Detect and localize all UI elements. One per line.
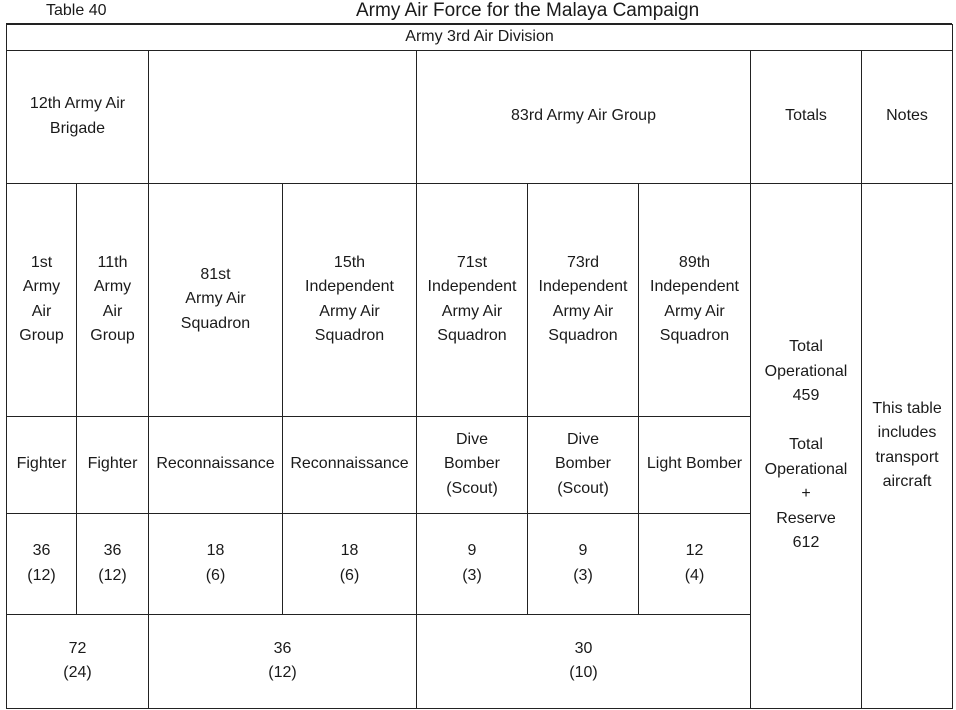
unit-name: 89th Independent Army Air Squadron bbox=[639, 183, 751, 416]
air-force-table bbox=[6, 24, 953, 709]
unit-strength: 36 (12) bbox=[7, 513, 77, 614]
unit-name: 81st Army Air Squadron bbox=[149, 183, 283, 416]
unit-role: Fighter bbox=[77, 416, 149, 513]
unit-strength: 18 (6) bbox=[149, 513, 283, 614]
unit-name: 11th Army Air Group bbox=[77, 183, 149, 416]
notes-header: Notes bbox=[862, 50, 953, 183]
empty-header bbox=[149, 50, 417, 183]
unit-strength: 18 (6) bbox=[283, 513, 417, 614]
unit-name: 1st Army Air Group bbox=[7, 183, 77, 416]
page-title: Army Air Force for the Malaya Campaign bbox=[356, 0, 700, 21]
unit-role: Fighter bbox=[7, 416, 77, 513]
brigade-subtotal: 72 (24) bbox=[7, 614, 149, 708]
group-83-header: 83rd Army Air Group bbox=[417, 50, 751, 183]
unit-role: Dive Bomber (Scout) bbox=[417, 416, 528, 513]
unit-role: Dive Bomber (Scout) bbox=[528, 416, 639, 513]
notes-cell: This table includes transport aircraft bbox=[862, 183, 953, 708]
division-header: Army 3rd Air Division bbox=[7, 25, 953, 51]
unit-strength: 9 (3) bbox=[417, 513, 528, 614]
unit-role: Light Bomber bbox=[639, 416, 751, 513]
unit-role: Reconnaissance bbox=[283, 416, 417, 513]
totals-header: Totals bbox=[751, 50, 862, 183]
middle-subtotal: 36 (12) bbox=[149, 614, 417, 708]
table-number: Table 40 bbox=[46, 2, 107, 19]
unit-name: 15th Independent Army Air Squadron bbox=[283, 183, 417, 416]
unit-strength: 36 (12) bbox=[77, 513, 149, 614]
brigade-header: 12th Army Air Brigade bbox=[7, 50, 149, 183]
unit-role: Reconnaissance bbox=[149, 416, 283, 513]
unit-name: 73rd Independent Army Air Squadron bbox=[528, 183, 639, 416]
totals-cell: Total Operational 459 Total Operational + Reserve 612 bbox=[751, 183, 862, 708]
unit-strength: 12 (4) bbox=[639, 513, 751, 614]
unit-name: 71st Independent Army Air Squadron bbox=[417, 183, 528, 416]
unit-strength: 9 (3) bbox=[528, 513, 639, 614]
group-83-subtotal: 30 (10) bbox=[417, 614, 751, 708]
